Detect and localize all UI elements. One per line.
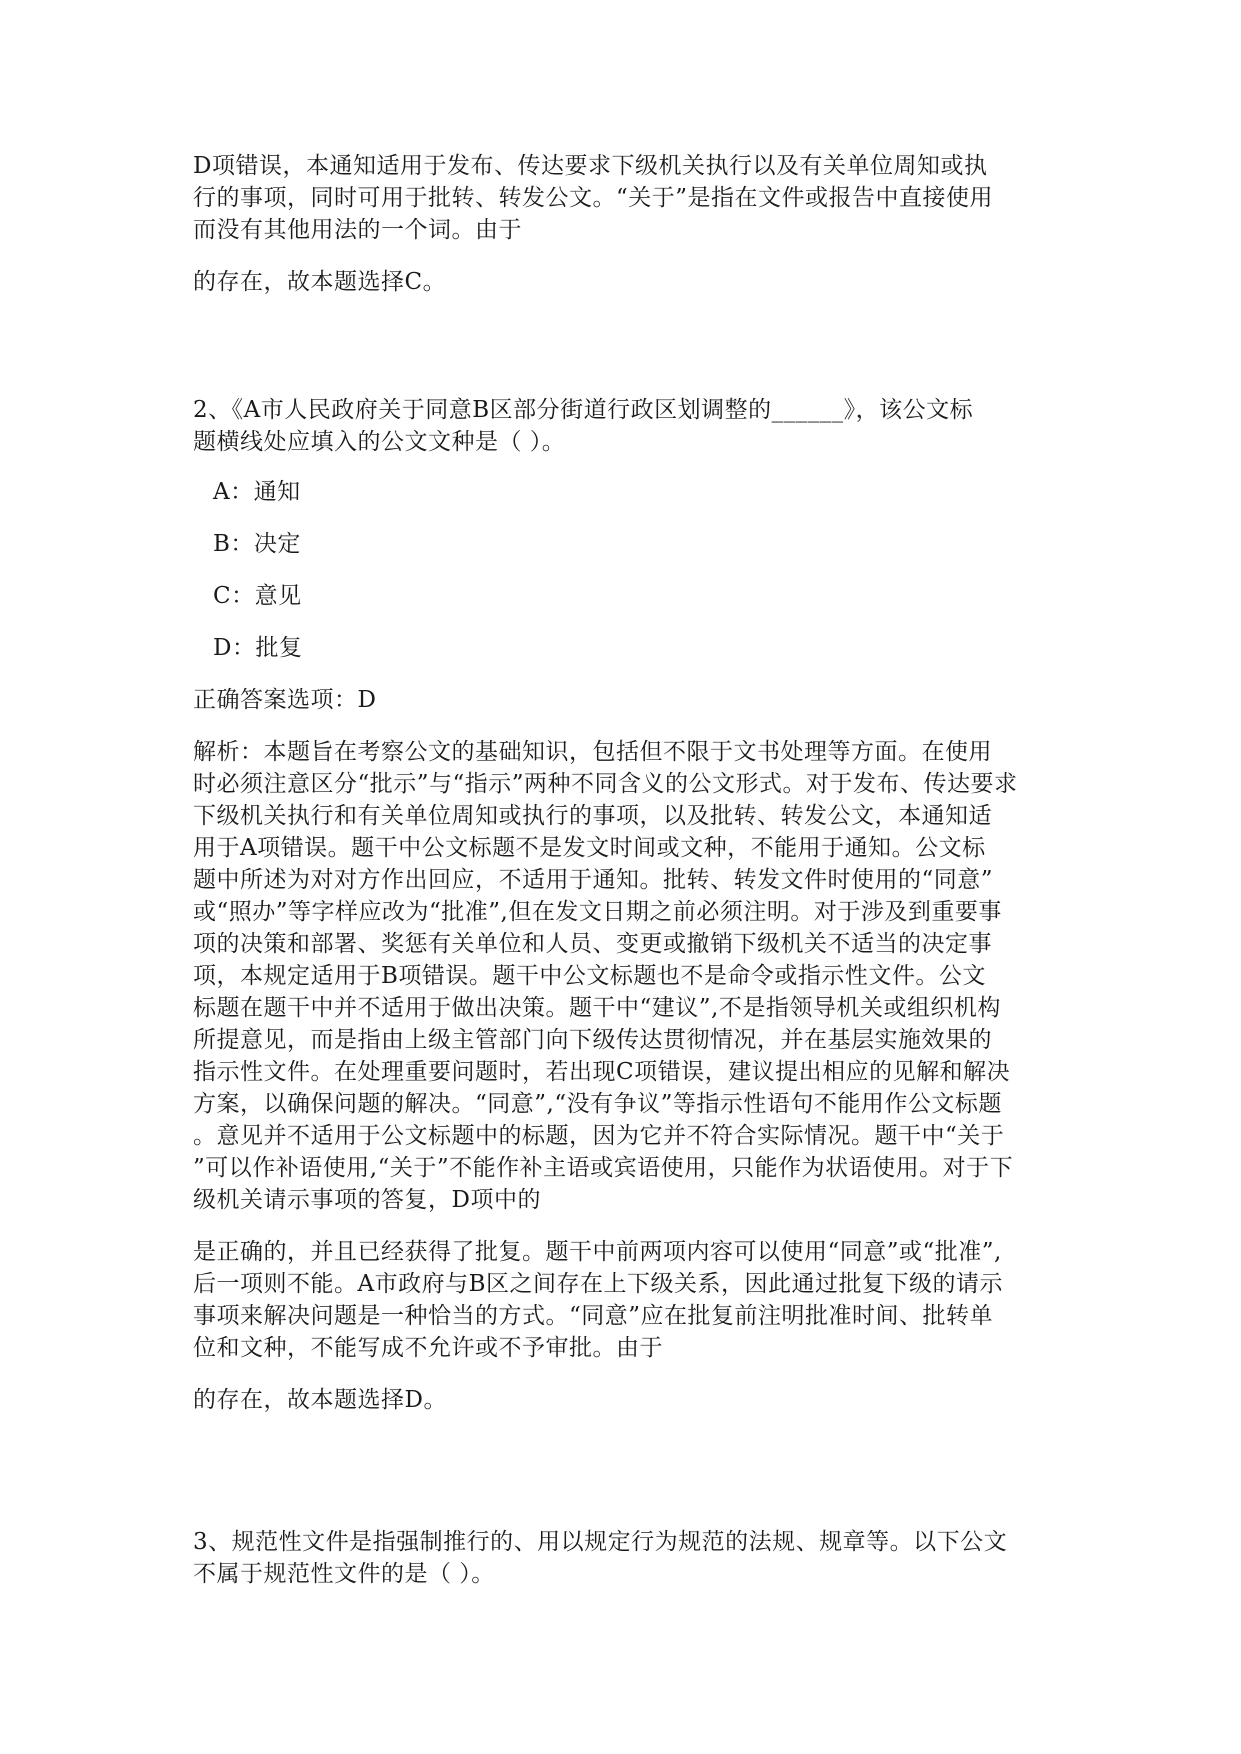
document-page [193,150,1063,1590]
prev-conclusion-paragraph: 的存在，故本题选择C。 [193,269,447,295]
question-2-option-a: A：通知 [213,479,301,505]
question-2-option-b: B：决定 [213,531,301,557]
question-2-conclusion: 的存在，故本题选择D。 [193,1387,447,1413]
question-3-stem: 3、规范性文件是指强制推行的、用以规定行为规范的法规、规章等。以下公文 不属于规范性文件的是（ ）。 [193,1529,1008,1587]
question-2-option-d: D：批复 [213,635,303,661]
question-2-answer: 正确答案选项：D [193,687,377,713]
question-2-analysis-part1: 解析：本题旨在考察公文的基础知识，包括但不限于文书处理等方面。在使用 时必须注意区分“批示”与“指示”两种不同含义的公文形式。对于发布、传达要求 下级机关执行和有关单位周知或执行的事项，以及批转、转发公文，本通知适 用于A项错误。题干中公文标题不是发文时间或文种，不能用于通知。公文标 题中所述为对对方作出回应，不适用于通知。批转、转发文件时使用的“同意” 或“照办”等字样应改为“批准”,但在发文日期之前必须注明。对于涉及到重要事 项的决策和部署、奖惩有关单位和人员、变更或撤销下级机关不适当的决定事 项，本规定适用于B项错误。题干中公文标题也不是命令或指示性文件。公文 标题在题干中并不适用于做出决策。题干中“建议”,不是指领导机关或组织机构 所提意见，而是指由上级主管部门向下级传达贯彻情况，并在基层实施效果的 指示性文件。在处理重要问题时，若出现C项错误，建议提出相应的见解和解决 方案，以确保问题的解决。“同意”,“没有争议”等指示性语句不能用作公文标题 。意见并不适用于公文标题中的标题，因为它并不符合实际情况。题干中“关于 ”可以作补语使用,“关于”不能作补主语或宾语使用，只能作为状语使用。对于下 级机关请示事项的答复，D项中的 [193,739,1018,1213]
question-2-option-c: C：意见 [213,583,302,609]
question-2-stem: 2、《A市人民政府关于同意B区部分街道行政区划调整的______》，该公文标 题横线处应填入的公文文种是（ ）。 [193,397,974,455]
question-2-analysis-part2: 是正确的，并且已经获得了批复。题干中前两项内容可以使用“同意”或“批准”, 后一项则不能。A市政府与B区之间存在上下级关系，因此通过批复下级的请示 事项来解决问题是一种恰当的方式。“同意”应在批复前注明批准时间、批转单 位和文种，不能写成不允许或不予审批。由于 [193,1239,1004,1361]
prev-explanation-paragraph: D项错误，本通知适用于发布、传达要求下级机关执行以及有关单位周知或执 行的事项，同时可用于批转、转发公文。“关于”是指在文件或报告中直接使用 而没有其他用法的一个词。由于 [193,153,994,243]
